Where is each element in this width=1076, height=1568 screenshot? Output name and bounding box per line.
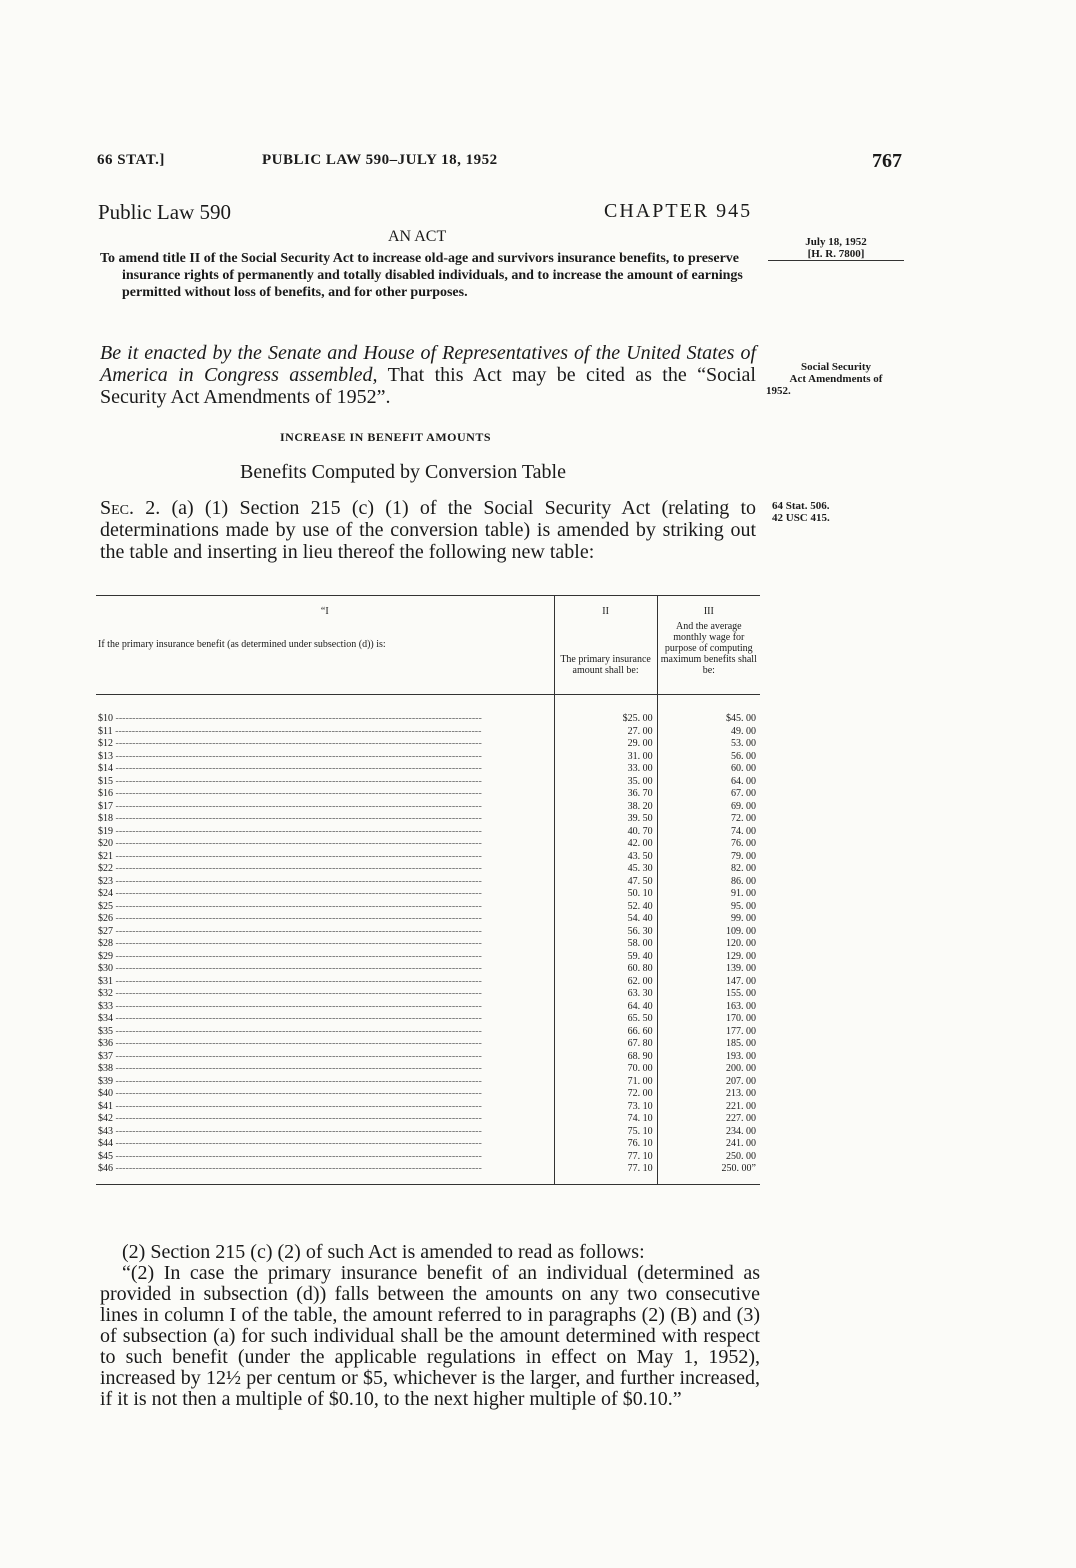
margin-date-block: [768, 236, 904, 261]
average-wage-cell: 67. 00: [657, 788, 760, 801]
primary-amount-cell: 27. 00: [554, 726, 657, 739]
table-row: [96, 888, 760, 901]
primary-amount-cell: 62. 00: [554, 976, 657, 989]
primary-amount-cell: 64. 40: [554, 1001, 657, 1014]
table-row: [96, 1138, 760, 1151]
benefit-cell: $26 --------------------------------------------------------------------------------------------------------------: [98, 913, 482, 924]
primary-amount-cell: 31. 00: [554, 751, 657, 764]
benefit-cell: $32 --------------------------------------------------------------------------------------------------------------: [98, 988, 482, 999]
public-law-label: Public Law 590: [98, 200, 231, 224]
primary-amount-cell: 59. 40: [554, 951, 657, 964]
table-row: [96, 901, 760, 914]
col2-header: The primary insurance amount shall be:: [554, 619, 657, 695]
benefit-cell: $25 --------------------------------------------------------------------------------------------------------------: [98, 900, 482, 912]
primary-amount-cell: $25. 00: [554, 695, 657, 726]
average-wage-cell: 109. 00: [657, 926, 760, 939]
table-row: [96, 863, 760, 876]
act-heading: AN ACT: [388, 228, 447, 245]
benefit-cell: $16 --------------------------------------------------------------------------------------------------------------: [98, 788, 482, 799]
average-wage-cell: 147. 00: [657, 976, 760, 989]
benefit-cell: $20 --------------------------------------------------------------------------------------------------------------: [98, 838, 482, 849]
benefit-cell: $42 --------------------------------------------------------------------------------------------------------------: [98, 1113, 482, 1124]
table-row: [96, 1026, 760, 1039]
conversion-table: [96, 595, 760, 1185]
col1-number: “I: [96, 596, 554, 620]
average-wage-cell: 163. 00: [657, 1001, 760, 1014]
table-row: [96, 1113, 760, 1126]
average-wage-cell: 120. 00: [657, 938, 760, 951]
table-row: [96, 726, 760, 739]
table-row: [96, 963, 760, 976]
primary-amount-cell: 74. 10: [554, 1113, 657, 1126]
average-wage-cell: 56. 00: [657, 751, 760, 764]
benefit-cell: $17 --------------------------------------------------------------------------------------------------------------: [98, 800, 482, 812]
benefit-cell: $10 --------------------------------------------------------------------------------------------------------------: [98, 713, 482, 724]
stat-reference: 66 STAT.]: [97, 152, 165, 168]
table-row: [96, 826, 760, 839]
primary-amount-cell: 35. 00: [554, 776, 657, 789]
primary-amount-cell: 45. 30: [554, 863, 657, 876]
benefit-cell: $39 --------------------------------------------------------------------------------------------------------------: [98, 1075, 482, 1087]
table-row: [96, 1063, 760, 1076]
benefit-cell: $21 --------------------------------------------------------------------------------------------------------------: [98, 850, 482, 862]
table-row: [96, 801, 760, 814]
benefit-cell: $29 --------------------------------------------------------------------------------------------------------------: [98, 950, 482, 962]
average-wage-cell: 129. 00: [657, 951, 760, 964]
average-wage-cell: 82. 00: [657, 863, 760, 876]
table-row: [96, 788, 760, 801]
table-row: [96, 738, 760, 751]
primary-amount-cell: 47. 50: [554, 876, 657, 889]
table-row: [96, 776, 760, 789]
benefit-cell: $19 --------------------------------------------------------------------------------------------------------------: [98, 825, 482, 837]
table-row: [96, 1013, 760, 1026]
average-wage-cell: 139. 00: [657, 963, 760, 976]
average-wage-cell: 64. 00: [657, 776, 760, 789]
primary-amount-cell: 38. 20: [554, 801, 657, 814]
primary-amount-cell: 72. 00: [554, 1088, 657, 1101]
benefit-cell: $33 --------------------------------------------------------------------------------------------------------------: [98, 1000, 482, 1012]
primary-amount-cell: 66. 60: [554, 1026, 657, 1039]
benefit-cell: $27 --------------------------------------------------------------------------------------------------------------: [98, 925, 482, 937]
primary-amount-cell: 65. 50: [554, 1013, 657, 1026]
average-wage-cell: 207. 00: [657, 1076, 760, 1089]
benefit-cell: $34 --------------------------------------------------------------------------------------------------------------: [98, 1013, 482, 1024]
average-wage-cell: 99. 00: [657, 913, 760, 926]
primary-amount-cell: 39. 50: [554, 813, 657, 826]
table-row: [96, 695, 760, 726]
average-wage-cell: 155. 00: [657, 988, 760, 1001]
primary-amount-cell: 40. 70: [554, 826, 657, 839]
primary-amount-cell: 33. 00: [554, 763, 657, 776]
table-row: [96, 813, 760, 826]
table-row: [96, 1038, 760, 1051]
section-subheading: Benefits Computed by Conversion Table: [240, 461, 566, 483]
benefit-cell: $23 --------------------------------------------------------------------------------------------------------------: [98, 875, 482, 887]
average-wage-cell: 53. 00: [657, 738, 760, 751]
act-purpose: To amend title II of the Social Security Act to increase old-age and survivors insurance benefits, to preserve insurance rights of permanently and totally disabled individuals, and to increase the amount of earnings permitted without loss of benefits, and for other purposes.: [100, 251, 743, 300]
average-wage-cell: 69. 00: [657, 801, 760, 814]
table-row: [96, 1001, 760, 1014]
primary-amount-cell: 70. 00: [554, 1063, 657, 1076]
primary-amount-cell: 42. 00: [554, 838, 657, 851]
table-row: [96, 1051, 760, 1064]
primary-amount-cell: 56. 30: [554, 926, 657, 939]
table-row: [96, 976, 760, 989]
average-wage-cell: 185. 00: [657, 1038, 760, 1051]
average-wage-cell: 95. 00: [657, 901, 760, 914]
margin-date: July 18, 1952: [805, 236, 867, 248]
benefit-cell: $44 --------------------------------------------------------------------------------------------------------------: [98, 1138, 482, 1149]
section-2-text: Sec. 2. (a) (1) Section 215 (c) (1) of the Social Security Act (relating to determinations made by use of the conversion table) is amended by striking out the table and inserting in lieu thereof the following new table:: [100, 497, 757, 563]
table-row: [96, 1151, 760, 1164]
average-wage-cell: 79. 00: [657, 851, 760, 864]
primary-amount-cell: 36. 70: [554, 788, 657, 801]
average-wage-cell: $45. 00: [657, 695, 760, 726]
table-row: [96, 1163, 760, 1184]
benefit-cell: $43 --------------------------------------------------------------------------------------------------------------: [98, 1125, 482, 1137]
benefit-cell: $36 --------------------------------------------------------------------------------------------------------------: [98, 1038, 482, 1049]
average-wage-cell: 170. 00: [657, 1013, 760, 1026]
average-wage-cell: 241. 00: [657, 1138, 760, 1151]
average-wage-cell: 49. 00: [657, 726, 760, 739]
primary-amount-cell: 60. 80: [554, 963, 657, 976]
benefit-cell: $15 --------------------------------------------------------------------------------------------------------------: [98, 775, 482, 787]
table-row: [96, 1101, 760, 1114]
benefit-cell: $11 --------------------------------------------------------------------------------------------------------------: [98, 725, 482, 737]
col2-number: II: [554, 596, 657, 620]
average-wage-cell: 72. 00: [657, 813, 760, 826]
primary-amount-cell: 43. 50: [554, 851, 657, 864]
primary-amount-cell: 58. 00: [554, 938, 657, 951]
primary-amount-cell: 67. 80: [554, 1038, 657, 1051]
benefit-cell: $46 --------------------------------------------------------------------------------------------------------------: [96, 1163, 554, 1184]
average-wage-cell: 250. 00: [657, 1151, 760, 1164]
primary-amount-cell: 52. 40: [554, 901, 657, 914]
page-number: 767: [872, 150, 902, 172]
table-row: [96, 876, 760, 889]
table-row: [96, 1126, 760, 1139]
average-wage-cell: 234. 00: [657, 1126, 760, 1139]
benefit-cell: $14 --------------------------------------------------------------------------------------------------------------: [98, 763, 482, 774]
average-wage-cell: 91. 00: [657, 888, 760, 901]
benefit-cell: $30 --------------------------------------------------------------------------------------------------------------: [98, 963, 482, 974]
col1-header: If the primary insurance benefit (as determined under subsection (d)) is:: [96, 619, 554, 695]
col3-header: And the average monthly wage for purpose of computing maximum benefits shall be:: [657, 619, 760, 695]
paragraph-2: [100, 1242, 760, 1410]
benefit-cell: $12 --------------------------------------------------------------------------------------------------------------: [98, 738, 482, 749]
average-wage-cell: 74. 00: [657, 826, 760, 839]
margin-citation: 64 Stat. 506. 42 USC 415.: [772, 500, 830, 524]
benefit-cell: $45 --------------------------------------------------------------------------------------------------------------: [98, 1150, 482, 1162]
average-wage-cell: 200. 00: [657, 1063, 760, 1076]
primary-amount-cell: 54. 40: [554, 913, 657, 926]
average-wage-cell: 60. 00: [657, 763, 760, 776]
primary-amount-cell: 75. 10: [554, 1126, 657, 1139]
primary-amount-cell: 71. 00: [554, 1076, 657, 1089]
enacting-clause: Be it enacted by the Senate and House of Representatives of the United States of America in Congress assembled, That this Act may be cited as the “Social Security Act Amendments of 1952”.: [100, 342, 756, 408]
primary-amount-cell: 73. 10: [554, 1101, 657, 1114]
table-row: [96, 988, 760, 1001]
table-row: [96, 913, 760, 926]
average-wage-cell: 193. 00: [657, 1051, 760, 1064]
average-wage-cell: 86. 00: [657, 876, 760, 889]
benefit-cell: $24 --------------------------------------------------------------------------------------------------------------: [98, 888, 482, 899]
primary-amount-cell: 50. 10: [554, 888, 657, 901]
table-row: [96, 751, 760, 764]
table-body: [96, 695, 760, 1185]
col3-number: III: [657, 596, 760, 620]
benefit-cell: $31 --------------------------------------------------------------------------------------------------------------: [98, 975, 482, 987]
section-caps-heading: INCREASE IN BENEFIT AMOUNTS: [280, 430, 491, 444]
average-wage-cell: 221. 00: [657, 1101, 760, 1114]
benefit-cell: $38 --------------------------------------------------------------------------------------------------------------: [98, 1063, 482, 1074]
chapter-label: CHAPTER 945: [604, 200, 753, 222]
benefit-cell: $18 --------------------------------------------------------------------------------------------------------------: [98, 813, 482, 824]
primary-amount-cell: 29. 00: [554, 738, 657, 751]
table-row: [96, 938, 760, 951]
margin-short-title: Social Security Act Amendments of 1952.: [766, 361, 883, 397]
average-wage-cell: 250. 00”: [657, 1163, 760, 1184]
table-row: [96, 1088, 760, 1101]
primary-amount-cell: 76. 10: [554, 1138, 657, 1151]
benefit-cell: $13 --------------------------------------------------------------------------------------------------------------: [98, 750, 482, 762]
average-wage-cell: 227. 00: [657, 1113, 760, 1126]
margin-bill: [H. R. 7800]: [768, 248, 904, 261]
running-title: PUBLIC LAW 590–JULY 18, 1952: [262, 152, 498, 168]
table-row: [96, 851, 760, 864]
benefit-cell: $40 --------------------------------------------------------------------------------------------------------------: [98, 1088, 482, 1099]
average-wage-cell: 76. 00: [657, 838, 760, 851]
table-row: [96, 763, 760, 776]
primary-amount-cell: 68. 90: [554, 1051, 657, 1064]
average-wage-cell: 177. 00: [657, 1026, 760, 1039]
benefit-cell: $41 --------------------------------------------------------------------------------------------------------------: [98, 1100, 482, 1112]
table-row: [96, 1076, 760, 1089]
primary-amount-cell: 77. 10: [554, 1151, 657, 1164]
table-row: [96, 926, 760, 939]
paragraph-2-intro: (2) Section 215 (c) (2) of such Act is amended to read as follows:: [122, 1241, 645, 1263]
table-row: [96, 838, 760, 851]
primary-amount-cell: 63. 30: [554, 988, 657, 1001]
paragraph-2-body: “(2) In case the primary insurance benefit of an individual (determined as provided in subsection (d)) falls between the amounts on any two consecutive lines in column I of the table, the amount referred to in paragraphs (2) (B) and (3) of subsection (a) for such individual shall be the amount determined with respect to such benefit (under the applicable regulations in effect on May 1, 1952), increased by 12½ per centum or $5, whichever is the larger, and further increased, if it is not then a multiple of $0.10, to the next higher multiple of $0.10.”: [100, 1262, 760, 1410]
primary-amount-cell: 77. 10: [554, 1163, 657, 1184]
benefit-cell: $28 --------------------------------------------------------------------------------------------------------------: [98, 938, 482, 949]
benefit-cell: $35 --------------------------------------------------------------------------------------------------------------: [98, 1025, 482, 1037]
benefit-cell: $37 --------------------------------------------------------------------------------------------------------------: [98, 1050, 482, 1062]
table-row: [96, 951, 760, 964]
benefit-cell: $22 --------------------------------------------------------------------------------------------------------------: [98, 863, 482, 874]
average-wage-cell: 213. 00: [657, 1088, 760, 1101]
